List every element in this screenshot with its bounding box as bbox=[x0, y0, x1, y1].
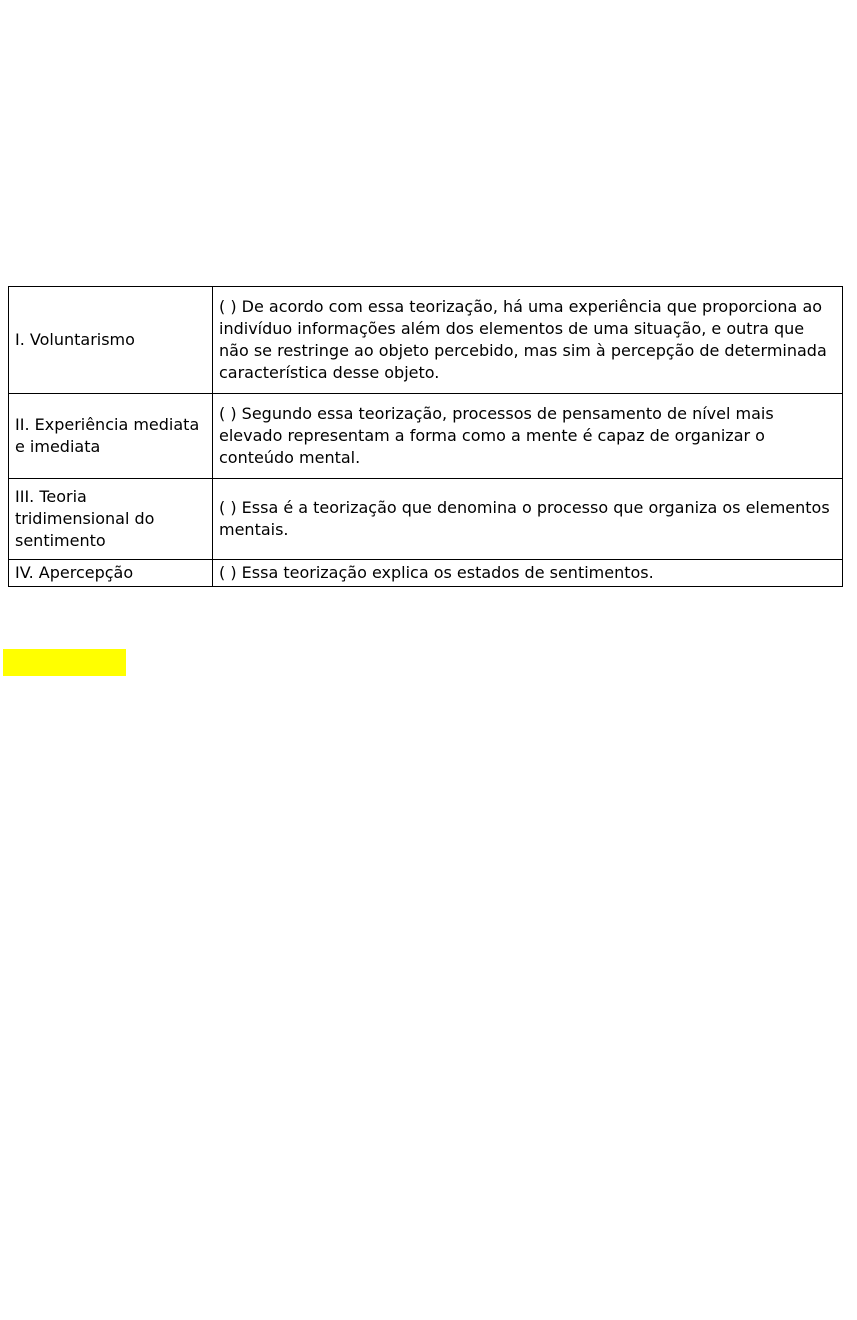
concept-cell: III. Teoria tridimensional do sentimento bbox=[9, 479, 213, 560]
description-cell: ( ) Essa teorização explica os estados de sentimentos. bbox=[213, 560, 843, 587]
description-cell: ( ) Segundo essa teorização, processos de pensamento de nível mais elevado representam a forma como a mente é capaz de organizar o conteúdo mental. bbox=[213, 394, 843, 479]
table-row bbox=[9, 479, 843, 560]
table-row bbox=[9, 394, 843, 479]
description-cell: ( ) De acordo com essa teorização, há uma experiência que proporciona ao indivíduo informações além dos elementos de uma situação, e outra que não se restringe ao objeto percebido, mas sim à percepção de determinada característica desse objeto. bbox=[213, 287, 843, 394]
table-row bbox=[9, 287, 843, 394]
description-cell: ( ) Essa é a teorização que denomina o processo que organiza os elementos mentais. bbox=[213, 479, 843, 560]
yellow-highlight bbox=[3, 649, 126, 676]
concept-cell: I. Voluntarismo bbox=[9, 287, 213, 394]
matching-table bbox=[8, 286, 843, 587]
concept-cell: IV. Apercepção bbox=[9, 560, 213, 587]
table-row bbox=[9, 560, 843, 587]
concept-cell: II. Experiência mediata e imediata bbox=[9, 394, 213, 479]
